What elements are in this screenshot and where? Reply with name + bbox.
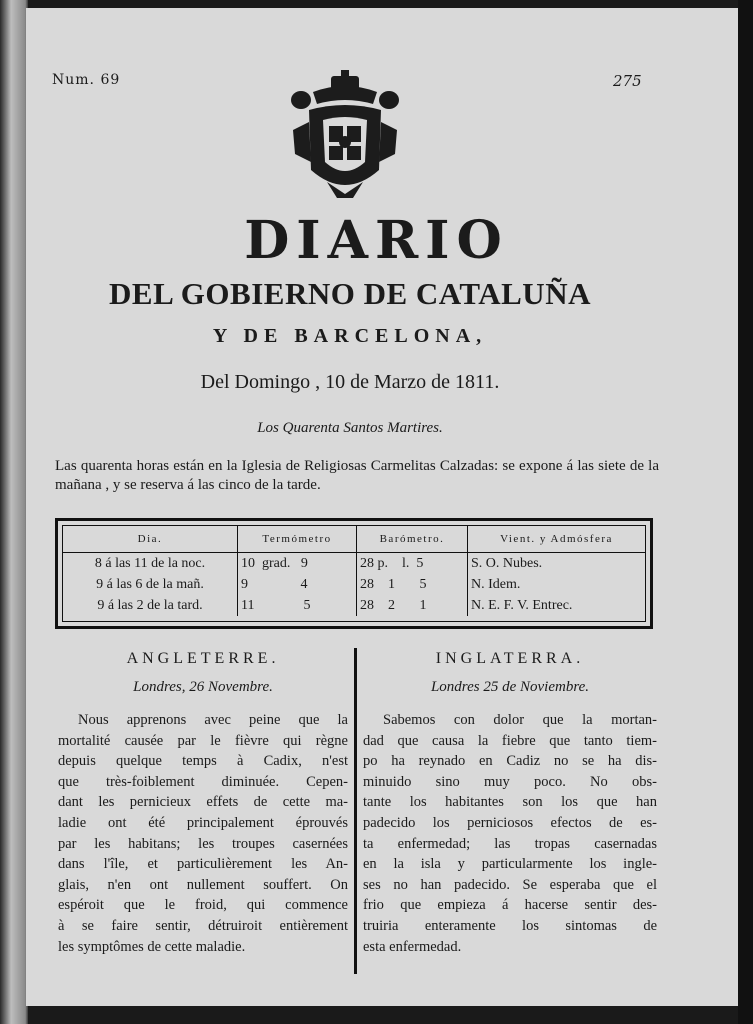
article-line: dans l'île, et particulièrement les An- [58,856,348,873]
article-line: ladie ont été principalement éprouvés [58,814,348,831]
article-dateline: Londres 25 de Noviembre. [430,679,590,695]
article-line: esta enfermedad. [363,938,462,955]
article-spanish [363,650,657,957]
weather-thermometer: 9 4 [238,574,357,595]
weather-header-wind: Vient. y Admósfera [468,526,646,553]
article-heading: ANGLETERRE. [126,650,280,667]
article-line: po ha reynado en Cadiz no se ha dis- [363,753,657,770]
article-line: glais, n'en ont nullement souffert. On [58,876,348,893]
article-line: dant les pernicieux effets de cette ma- [58,794,348,811]
weather-barometer: 28 1 5 [357,574,468,595]
article-line: Sabemos con dolor que la mortan- [383,712,657,728]
article-line: en la isla y particularmente los ingle- [363,856,657,873]
article-line: tante los habitantes son los que han [363,794,657,811]
newspaper-subtitle-city: Y DE BARCELONA, [212,325,488,347]
column-divider [354,648,357,974]
article-line: Nous apprenons avec peine que la [78,712,348,728]
article-french [58,650,348,957]
article-line: ta enfermedad; las tropas casernadas [363,835,657,852]
page-number: 275 [613,72,642,90]
book-binding-left [0,0,28,1024]
article-line: espéroit que le froid, qui commence [58,897,348,914]
weather-row [63,553,645,575]
article-line: mortalité causée par le fièvre qui règne [58,732,348,749]
article-heading: INGLATERRA. [435,650,585,667]
article-line: les symptômes de cette maladie. [58,938,246,955]
article-line: ses no han padecido. Se esperaba que el [363,876,657,893]
weather-header-thermometer: Termómetro [238,526,357,553]
weather-day: 9 á las 6 de la mañ. [63,574,238,595]
weather-thermometer: 11 5 [238,595,357,616]
article-line: frio que empieza á hacerse sentir des- [363,897,657,914]
article-line: padecido los perniciosos efectos de es- [363,814,657,831]
issue-date: Del Domingo , 10 de Marzo de 1811. [200,371,500,393]
weather-wind: N. Idem. [471,576,521,592]
weather-table [55,518,653,629]
article-line: truiria enteramente los sintomas de [363,917,657,934]
weather-thermometer: 10 grad. 9 [238,553,357,575]
newspaper-subtitle: DEL GOBIERNO DE CATALUÑA [109,276,591,311]
weather-day: 8 á las 11 de la noc. [63,553,238,575]
article-line: dad que causa la fiebre que tanto tiem- [363,732,657,749]
article-line: que très-foiblement diminuée. Cepen- [58,773,348,790]
weather-row [63,595,645,616]
issue-number: Num. 69 [52,72,121,88]
article-line: depuis quelque temps à Cadix, n'est [58,753,348,770]
saints-of-day: Los Quarenta Santos Martires. [257,420,443,436]
weather-wind: N. E. F. V. Entrec. [471,597,573,613]
weather-barometer: 28 p. l. 5 [357,553,468,575]
newspaper-title: DIARIO [244,210,509,271]
royal-crest-icon [283,70,407,204]
church-notice: Las quarenta horas están en la Iglesia de Religiosas Carmelitas Calzadas: se expone á las siete de la mañana , y se reserva á las cinco de la tarde. [55,458,659,493]
article-dateline: Londres, 26 Novembre. [133,679,273,695]
weather-wind: S. O. Nubes. [471,555,543,571]
weather-header-day: Dia. [63,526,238,553]
weather-header-barometer: Barómetro. [357,526,468,553]
weather-row [63,574,645,595]
article-line: minuido sino muy poco. No obs- [363,773,657,790]
article-line: à se faire sentir, détruiroit entièrement [58,917,348,934]
weather-day: 9 á las 2 de la tard. [63,595,238,616]
article-line: par les habitans; les troupes casernées [58,835,348,852]
book-binding-right [738,0,753,1024]
weather-barometer: 28 2 1 [357,595,468,616]
